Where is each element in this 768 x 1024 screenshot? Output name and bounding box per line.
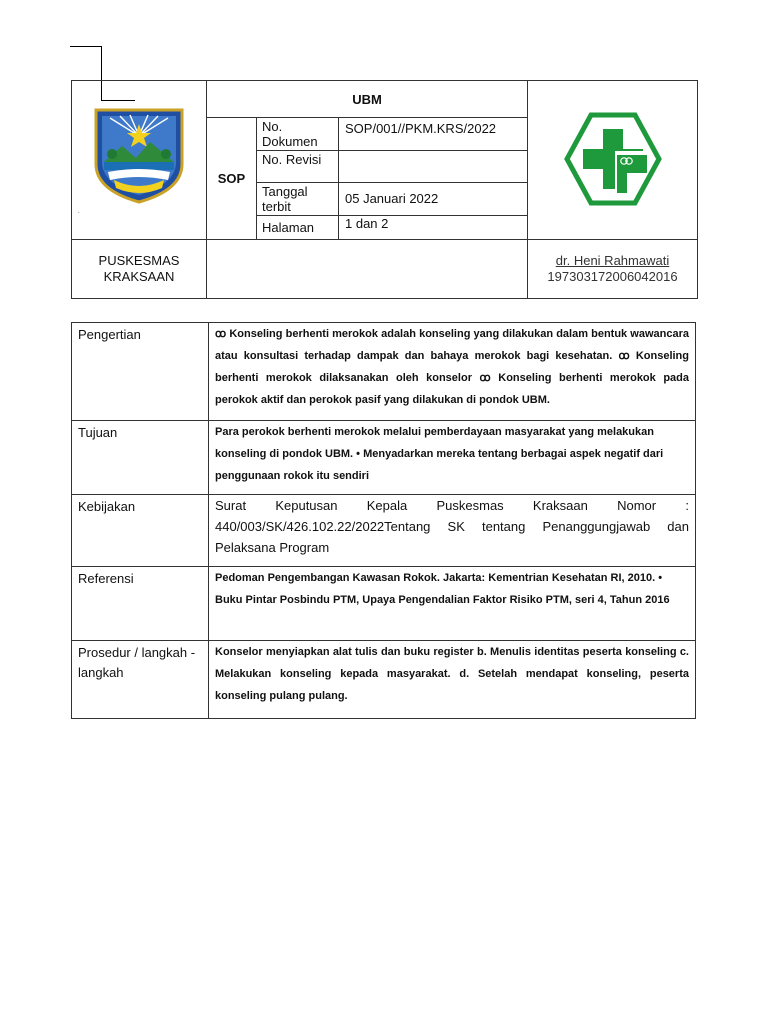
- issue-date-label: Tanggal terbit: [257, 183, 339, 216]
- section-text-prosedur: Konselor menyiapkan alat tulis dan buku register b. Menulis identitas peserta konseling c. Melakukan konseling kepada masyarakat. d. Setelah mendapat konseling, peserta konseling pulang pulang.: [209, 641, 696, 719]
- signatory-nip: 197303172006042016: [547, 269, 678, 284]
- org-name: [72, 240, 207, 299]
- page-value: 1 dan 2: [339, 216, 528, 240]
- blank-cell: [207, 240, 528, 299]
- crop-mark: [70, 46, 102, 47]
- doc-number-label: No. Dokumen: [257, 118, 339, 151]
- section-key-tujuan: Tujuan: [72, 421, 209, 495]
- left-logo-cell: .: [72, 81, 207, 240]
- section-text-kebijakan: Surat Keputusan Kepala Puskesmas Kraksaan Nomor : 440/003/SK/426.102.22/2022Tentang SK tentang Penanggungjawab dan Pelaksana Program: [209, 495, 696, 567]
- signatory-name: dr. Heni Rahmawati: [555, 253, 670, 268]
- issue-date-value: 05 Januari 2022: [339, 183, 528, 216]
- page-label: Halaman: [257, 216, 339, 240]
- section-text-pengertian: ꝏ Konseling berhenti merokok adalah konseling yang dilakukan dalam bentuk wawancara atau konsultasi terhadap dampak dan bahaya merokok bagi kesehatan. ꝏ Konseling berhenti merokok dilaksanakan oleh konselor ꝏ Konseling berhenti merokok pada perokok aktif dan perokok pasif yang dilakukan di pondok UBM.: [209, 323, 696, 421]
- regency-coat-of-arms-icon: [92, 106, 186, 206]
- org-name-line2: KRAKSAAN: [103, 269, 175, 284]
- section-key-kebijakan: Kebijakan: [72, 495, 209, 567]
- sop-label: SOP: [207, 118, 257, 240]
- revision-value: [339, 151, 528, 183]
- org-name-line1: PUSKESMAS: [98, 253, 180, 268]
- doc-number-value: SOP/001//PKM.KRS/2022: [339, 118, 528, 151]
- section-key-pengertian: Pengertian: [72, 323, 209, 421]
- sop-header-table: [71, 80, 698, 299]
- signatory: [528, 240, 698, 299]
- document-title: UBM: [207, 81, 528, 118]
- section-text-referensi: Pedoman Pengembangan Kawasan Rokok. Jakarta: Kementrian Kesehatan RI, 2010. • Buku Pintar Posbindu PTM, Upaya Pengendalian Faktor Risiko PTM, seri 4, Tahun 2016: [209, 567, 696, 641]
- sop-content-table: [71, 322, 696, 719]
- section-text-tujuan: Para perokok berhenti merokok melalui pemberdayaan masyarakat yang melakukan konseling di pondok UBM. • Menyadarkan mereka tentang berbagai aspek negatif dari penggunaan rokok itu sendiri: [209, 421, 696, 495]
- puskesmas-cross-logo-icon: [563, 111, 663, 207]
- right-logo-cell: [528, 81, 698, 240]
- revision-label: No. Revisi: [257, 151, 339, 183]
- section-key-referensi: Referensi: [72, 567, 209, 641]
- section-key-prosedur: Prosedur / langkah -langkah: [72, 641, 209, 719]
